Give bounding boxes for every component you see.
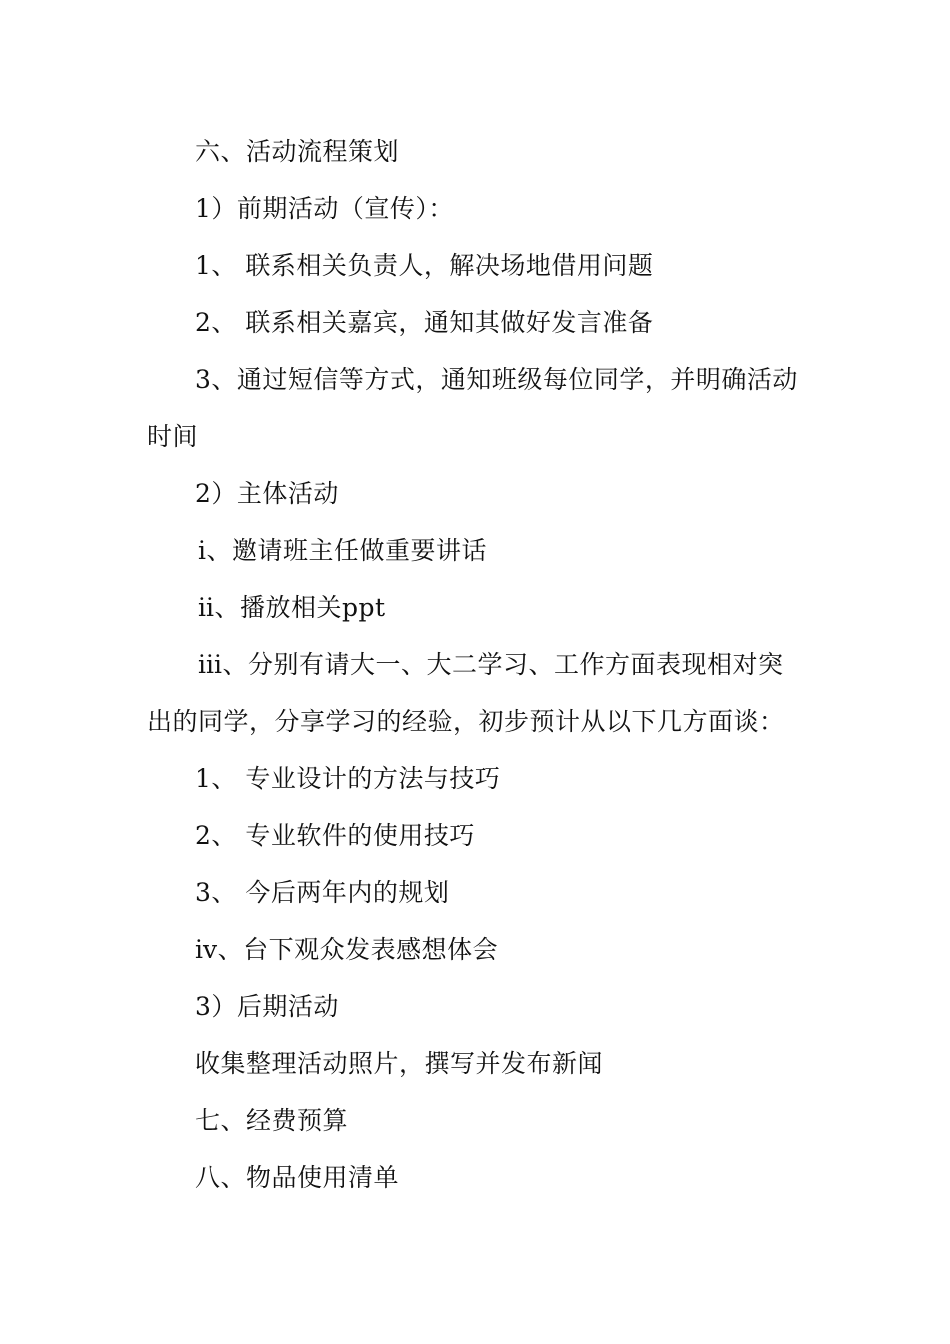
subheading-pre-activity: 1）前期活动（宣传）： xyxy=(195,194,454,223)
subheading-post-activity: 3）后期活动 xyxy=(195,992,339,1021)
paragraph: 收集整理活动照片，撰写并发布新闻 xyxy=(195,1049,604,1078)
section-heading-budget: 七、经费预算 xyxy=(195,1106,349,1135)
list-item: 1、 联系相关负责人，解决场地借用问题 xyxy=(195,251,654,280)
list-item: ⅲ、分别有请大一、大二学习、工作方面表现相对突 xyxy=(198,650,784,679)
subheading-main-activity: 2）主体活动 xyxy=(195,479,339,508)
list-item: 1、 专业设计的方法与技巧 xyxy=(195,764,501,793)
list-item: ⅳ、台下观众发表感想体会 xyxy=(195,935,499,964)
list-item: ⅱ、播放相关ppt xyxy=(198,593,386,622)
list-item: ⅰ、邀请班主任做重要讲话 xyxy=(198,536,487,565)
list-item: 3、 今后两年内的规划 xyxy=(195,878,450,907)
list-item: 2、 专业软件的使用技巧 xyxy=(195,821,475,850)
section-heading-activity-flow: 六、活动流程策划 xyxy=(195,137,400,166)
list-item-continuation: 出的同学，分享学习的经验，初步预计从以下几方面谈： xyxy=(147,707,785,736)
list-item: 2、 联系相关嘉宾，通知其做好发言准备 xyxy=(195,308,654,337)
section-heading-items-list: 八、物品使用清单 xyxy=(195,1163,400,1192)
list-item: 3、通过短信等方式，通知班级每位同学，并明确活动 xyxy=(195,365,798,394)
list-item-continuation: 时间 xyxy=(147,422,199,451)
